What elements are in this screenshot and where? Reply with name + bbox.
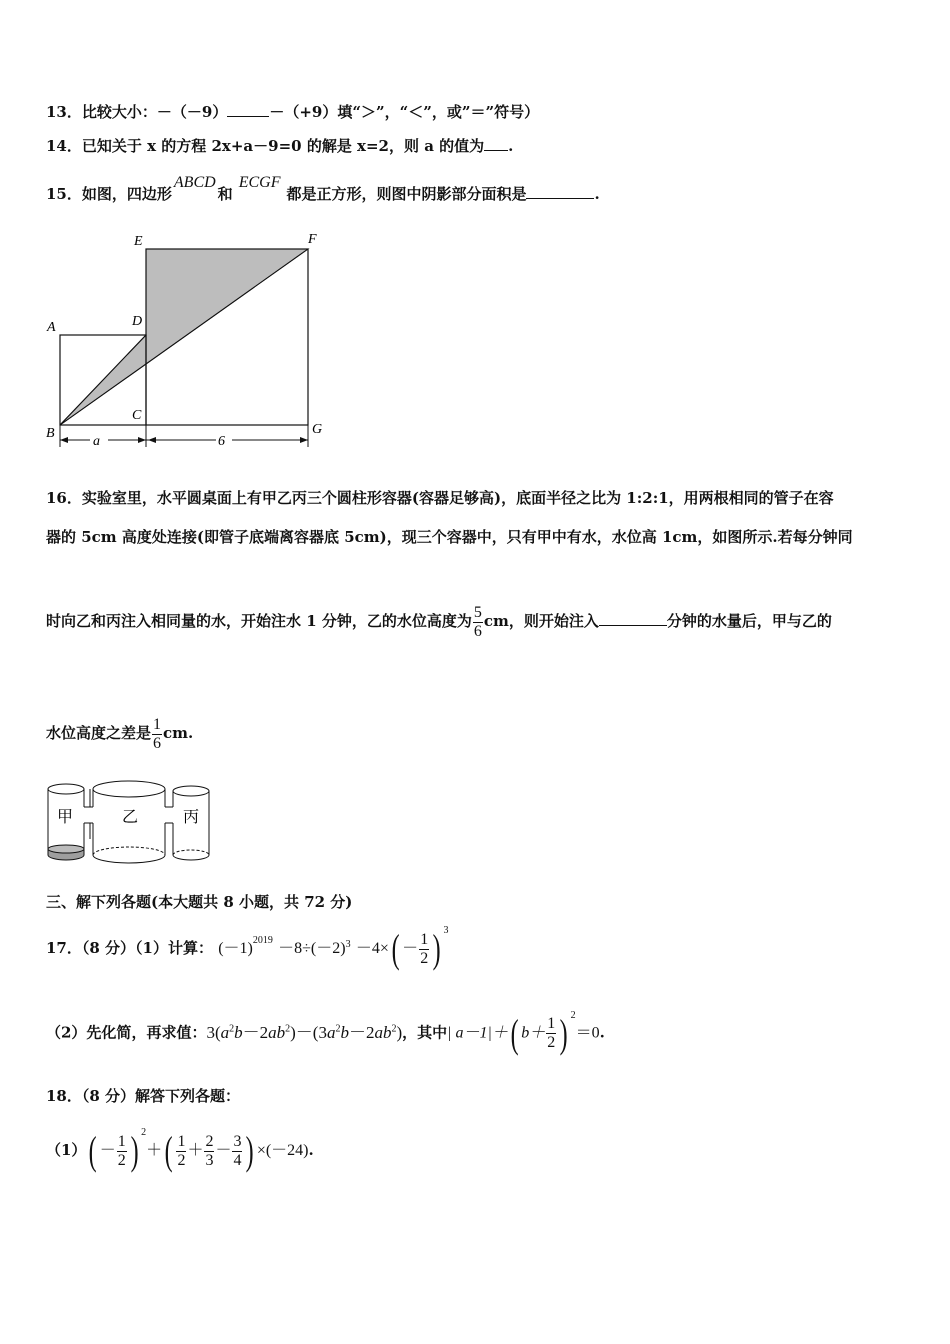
frac-num: 3 [233,1132,242,1150]
q15-text-a: 如图，四边形 [81,185,172,203]
q16-answer-blank[interactable] [599,611,667,626]
yi-bottom-front [93,855,165,863]
question-14 [46,136,513,156]
q18-plus: ＋ [146,1142,163,1159]
dim-label-6: 6 [218,434,225,449]
label-b: B [46,426,55,441]
question-15 [46,174,600,205]
q15-ecgf: ECGF [238,174,281,191]
q16-line-3-b: cm，则开始注入 [483,612,599,630]
dim-label-a: a [93,434,100,449]
q14-number: 14． [46,137,82,155]
section-3-heading: 三、解下列各题(本大题共 8 小题，共 72 分) [46,893,353,911]
q17-part-1 [46,920,449,974]
q17-exp-a: 2019 [252,935,273,946]
label-g: G [312,422,323,437]
frac-num: 1 [117,1132,126,1150]
q17-paren-close: ) [432,926,441,971]
label-jia: 甲 [57,809,74,826]
q18-frac-1-2 [117,1133,127,1170]
q17-part2-expr: $3(a^2b-2ab^2)-(3a^2b-2ab^2)$ [206,1022,403,1042]
frac-den: 3 [205,1151,214,1169]
q13-number: 13． [46,103,82,121]
q17-part2-tail: ，其中 [402,1023,448,1042]
frac-num: 5 [473,603,482,621]
jia-water-surface [48,845,84,853]
jia-top [48,784,84,794]
q13-answer-blank[interactable] [227,102,269,117]
q18-neg: － [99,1142,116,1159]
arrow-6-left [148,437,156,443]
q17-b-plus: b＋ [521,1024,546,1042]
q13-text-b: －（+9）填“＞”，“＜”，或”＝”符号） [269,103,540,121]
q15-answer-blank[interactable] [526,184,594,199]
q16-line-3 [46,596,832,646]
yi-top [93,781,165,797]
q16-line-4-a: 水位高度之差是 [46,724,152,742]
q18-paren1-open: ( [89,1128,98,1173]
q18-paren2-open: ( [164,1128,173,1173]
label-bing: 丙 [183,809,200,826]
q17-paren2-open: ( [510,1010,519,1056]
frac-num: 1 [177,1132,186,1150]
q18-frac-b [204,1133,214,1170]
bing-bottom-back [173,850,209,855]
figure-16-containers [42,775,222,870]
frac-den: 6 [473,622,482,640]
q18-paren1-close: ) [130,1128,139,1173]
q16-line-3-c: 分钟的水量后，甲与乙的 [666,612,832,630]
q17-exp-b: 3 [345,939,351,950]
frac-num: 1 [420,930,429,948]
frac-den: 2 [177,1151,186,1169]
q16-line-4 [46,708,193,758]
q18-part-1: （1）( － $\frac{1}{2}$ ) $^2$＋( $\frac{1}{2}$ ＋ $\frac{2}{3}$ － $\frac{3}{4}$ ) ×(－24). [46,1127,314,1173]
q15-abcd: ABCD [173,174,216,191]
q18-head: 18．（8 分）解答下列各题： [46,1087,241,1105]
q15-text-c: . [594,185,600,203]
figure-15-squares [40,225,340,455]
label-c: C [132,408,142,423]
q18-frac-a [176,1133,186,1170]
frac-num: 1 [153,715,162,733]
q17-head: 17．（8 分）（1）计算： [46,939,213,957]
label-a: A [47,320,56,335]
frac-den: 2 [420,949,429,967]
q17-abs-expr: | a－1|＋ [447,1024,508,1042]
q17-eq0: ＝0 [575,1024,600,1042]
q17-expr-a: (－1) [218,940,253,957]
frac-den: 2 [547,1034,556,1052]
q17-exp-c: 3 [443,925,449,936]
q16-line-3-a: 时向乙和丙注入相同量的水，开始注水 1 分钟，乙的水位高度为 [46,612,472,630]
q17-paren-open: ( [391,926,400,971]
q17-sq: 2 [570,1009,576,1021]
q15-text-b: 都是正方形，则图中阴影部分面积是 [286,185,527,203]
q16-line-1: 16．实验室里，水平圆桌面上有甲乙丙三个圆柱形容器(容器足够高)，底面半径之比为 1:2:1，用两根相同的管子在容 [46,489,834,507]
frac-den: 6 [153,734,162,752]
label-e: E [134,234,143,249]
q14-answer-blank[interactable] [484,136,508,151]
frac-den: 4 [233,1151,242,1169]
arrow-a-left [60,437,68,443]
q17-expr-c: －4× [355,940,389,957]
arrow-a-right [138,437,146,443]
q17-paren2-close: ) [559,1010,568,1056]
q16-line-4-b: cm. [163,724,194,742]
q18-times: ×(－24) [256,1142,309,1159]
q17-half [546,1015,556,1052]
frac-num: 1 [547,1015,556,1033]
q17-fraction [419,931,429,968]
frac-den: 2 [117,1151,126,1169]
q18-end: . [308,1141,314,1159]
q17-end: . [599,1023,605,1042]
frac-num: 2 [205,1132,214,1150]
q16-fraction-5-6 [473,604,483,641]
arrow-6-right [300,437,308,443]
q17-part-2 [46,1004,605,1059]
q18-p1: （1） [46,1141,87,1159]
q17-expr-b: －8÷(－2) [278,940,346,957]
q14-text-a: 已知关于 x 的方程 2x+a－9=0 的解是 x=2，则 a 的值为 [81,137,485,155]
label-yi: 乙 [122,809,139,826]
q16-line-2: 器的 5cm 高度处连接(即管子底端离容器底 5cm)，现三个容器中，只有甲中有水，水位高 1cm，如图所示.若每分钟同 [46,528,853,546]
q16-fraction-1-6 [152,716,162,753]
q17-part2-head: （2）先化简，再求值： [46,1023,207,1042]
q17-frac-sign: － [402,940,419,957]
bing-top [173,786,209,796]
q18-paren2-close: ) [246,1128,255,1173]
q18-sq: 2 [141,1127,147,1138]
label-d: D [132,314,143,329]
q14-text-b: . [508,137,514,155]
label-f: F [308,232,317,247]
q15-number: 15． [46,185,82,203]
bing-bottom-front [173,855,209,860]
q13-text-a: 比较大小：－（－9） [81,103,228,121]
q15-and: 和 [217,185,233,203]
question-13 [46,102,539,122]
q18-frac-c [232,1133,242,1170]
yi-bottom-back [93,847,165,855]
